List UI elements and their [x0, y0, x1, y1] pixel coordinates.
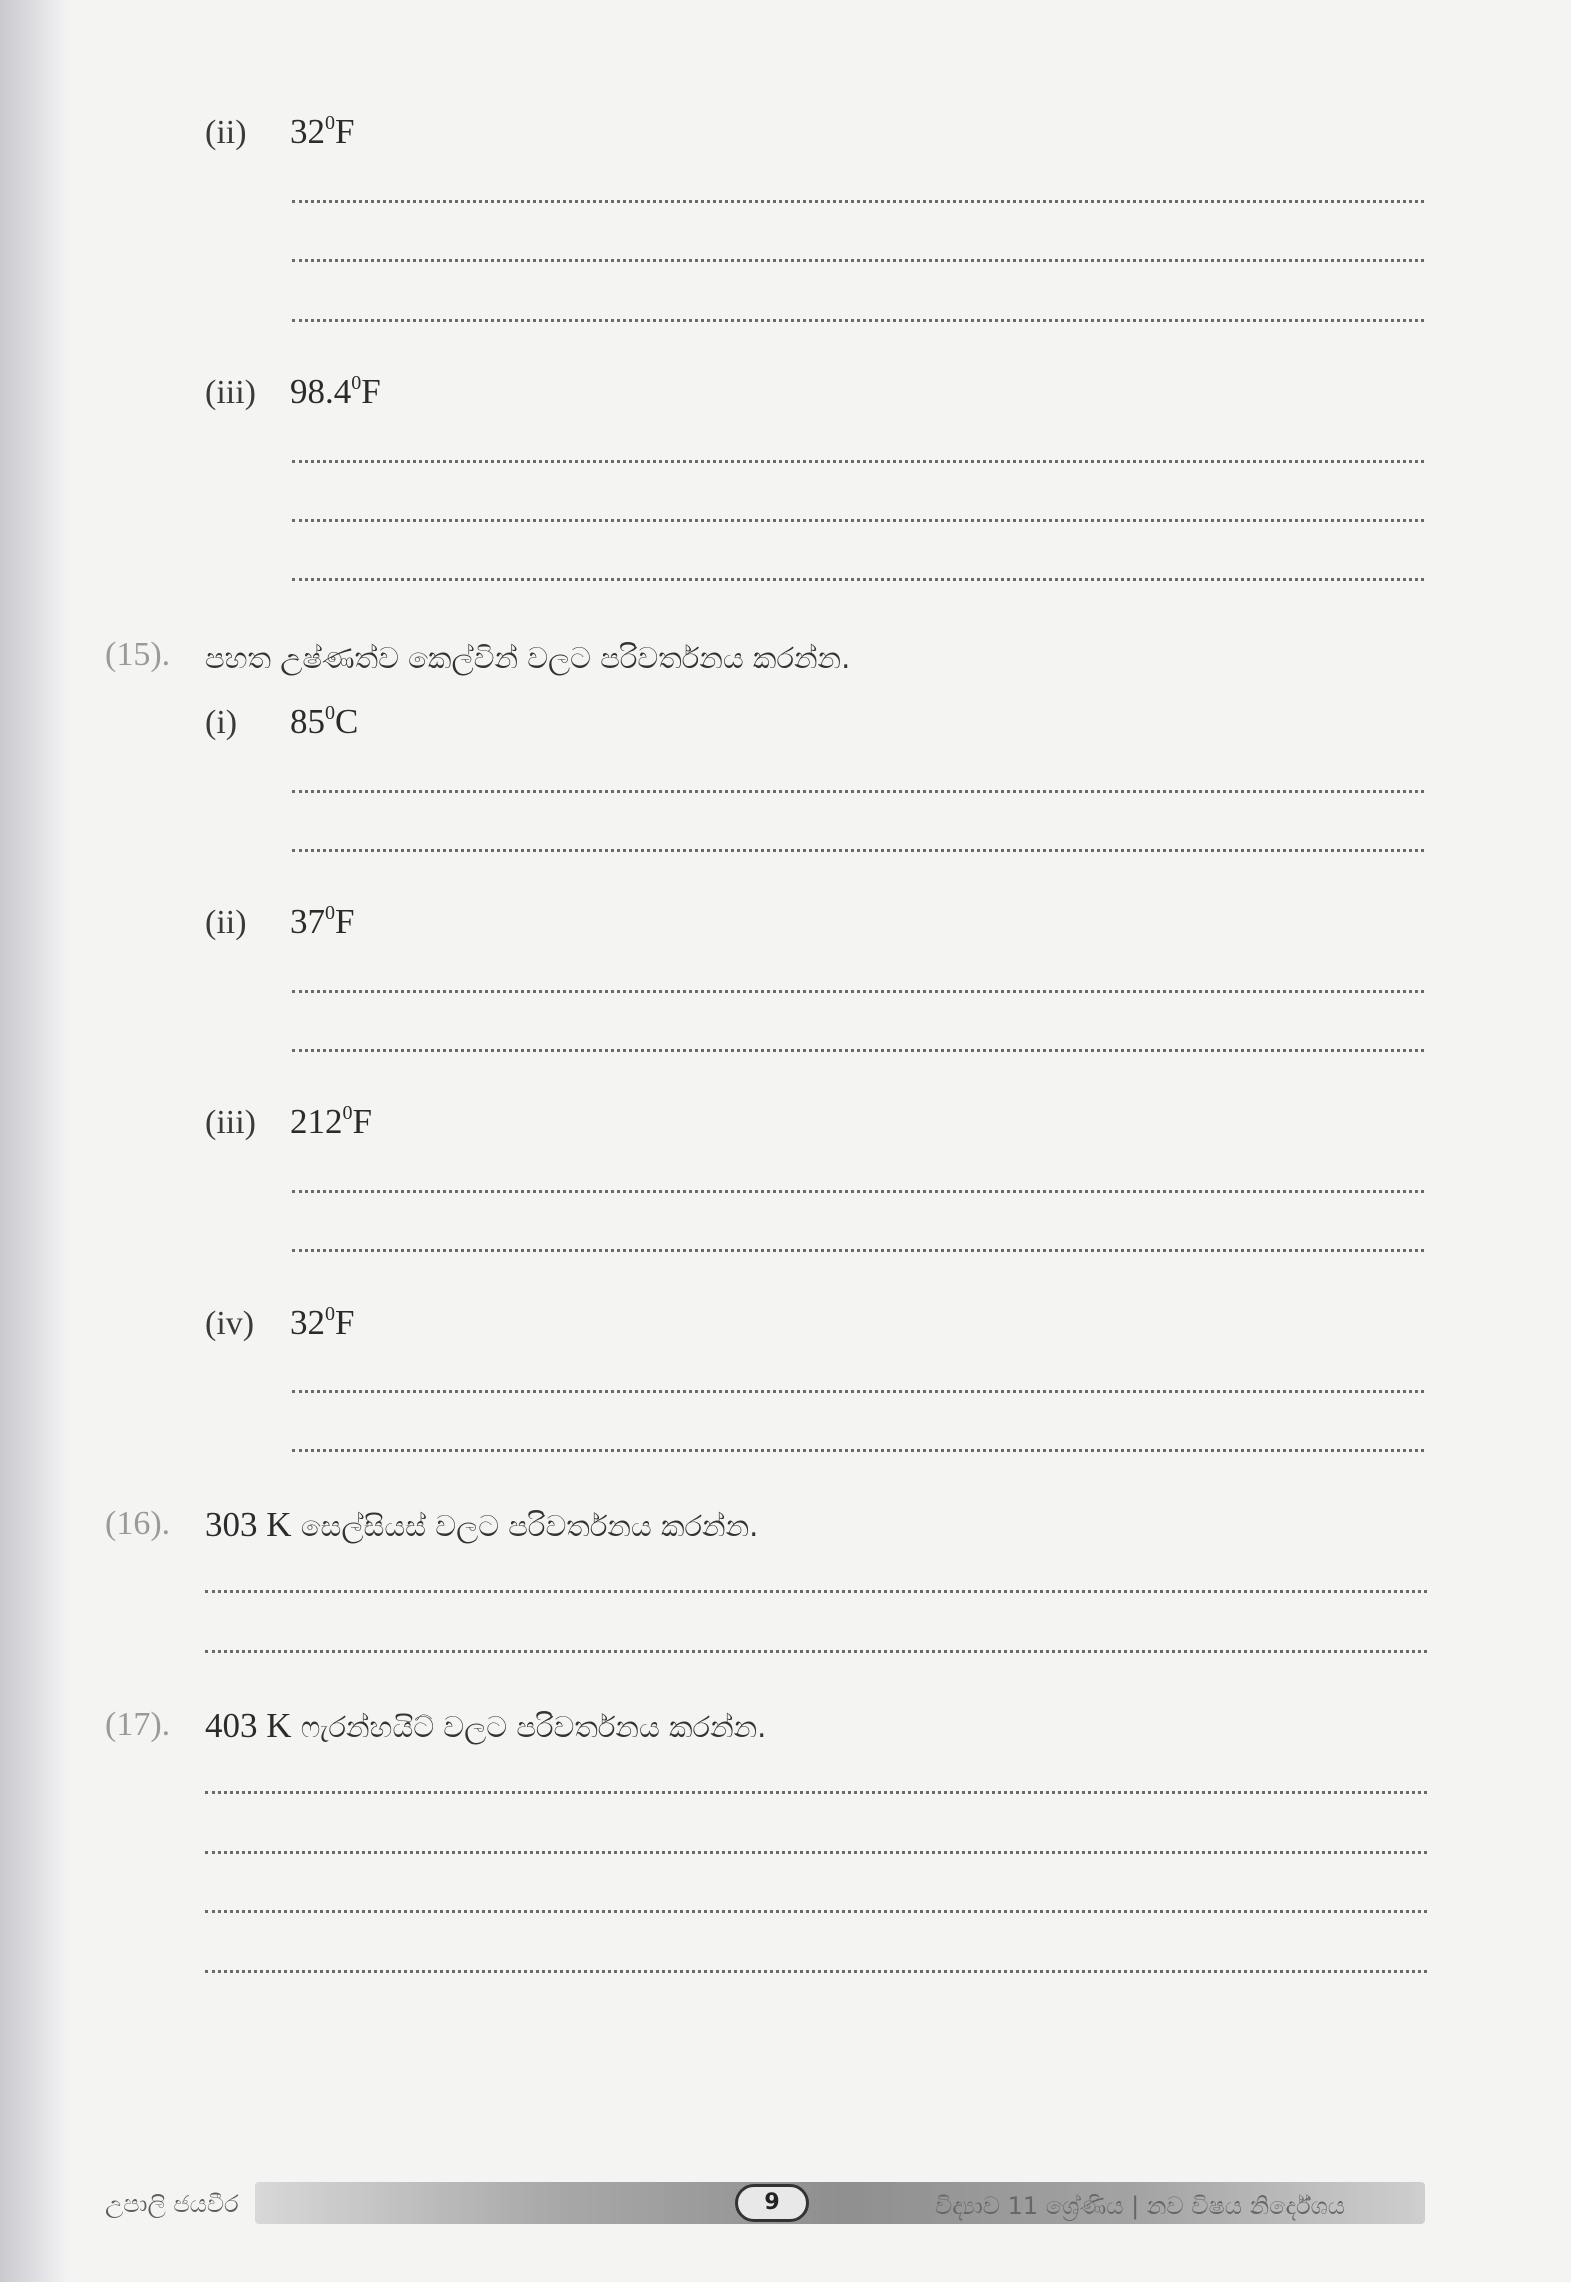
- answer-line[interactable]: [292, 849, 1424, 852]
- question-text: 403 K ෆැරන්හයිට් වලට පරිවර්තනය කරන්න.: [205, 1706, 767, 1745]
- item-label: (iii): [205, 1104, 256, 1141]
- temperature-value: $32^0F$: [290, 1303, 355, 1342]
- answer-line[interactable]: [292, 1190, 1424, 1193]
- question-text: පහත උෂ්ණත්ව කෙල්වින් වලට පරිවර්තනය කරන්න.: [205, 641, 851, 675]
- item-label: (iii): [205, 374, 256, 411]
- answer-line[interactable]: [292, 460, 1424, 463]
- question-number: (16).: [105, 1505, 171, 1542]
- footer-author: උපාලි ජයවීර: [105, 2190, 239, 2218]
- answer-line[interactable]: [292, 790, 1424, 793]
- question-text: 303 K සෙල්සියස් වලට පරිවර්තනය කරන්න.: [205, 1505, 759, 1544]
- answer-line[interactable]: [205, 1910, 1427, 1913]
- item-label: (ii): [205, 114, 247, 151]
- item-label: (iv): [205, 1305, 255, 1342]
- answer-line[interactable]: [292, 319, 1424, 322]
- question-number: (15).: [105, 636, 171, 673]
- answer-line[interactable]: [292, 1249, 1424, 1252]
- item-label: (ii): [205, 904, 247, 941]
- temperature-value: $32^0F$: [290, 112, 355, 151]
- footer-series-title: විද්‍යාව 11 ශ්‍රේණිය | නව විෂය නිර්දේශය: [935, 2192, 1346, 2220]
- answer-line[interactable]: [292, 1049, 1424, 1052]
- answer-line[interactable]: [292, 578, 1424, 581]
- temperature-value: 98.4$^0$F: [290, 372, 381, 411]
- answer-line[interactable]: [205, 1650, 1427, 1653]
- answer-line[interactable]: [292, 1449, 1424, 1452]
- answer-line[interactable]: [205, 1590, 1427, 1593]
- answer-line[interactable]: [292, 990, 1424, 993]
- temperature-value: $212^0F$: [290, 1102, 372, 1141]
- temperature-value: $85^0C$: [290, 702, 359, 741]
- answer-line[interactable]: [292, 259, 1424, 262]
- question-number: (17).: [105, 1706, 171, 1743]
- page-number: 9: [735, 2184, 809, 2222]
- answer-line[interactable]: [205, 1970, 1427, 1973]
- answer-line[interactable]: [205, 1791, 1427, 1794]
- item-label: (i): [205, 704, 238, 741]
- answer-line[interactable]: [205, 1851, 1427, 1854]
- answer-line[interactable]: [292, 519, 1424, 522]
- answer-line[interactable]: [292, 1390, 1424, 1393]
- temperature-value: $37^0F$: [290, 902, 355, 941]
- answer-line[interactable]: [292, 200, 1424, 203]
